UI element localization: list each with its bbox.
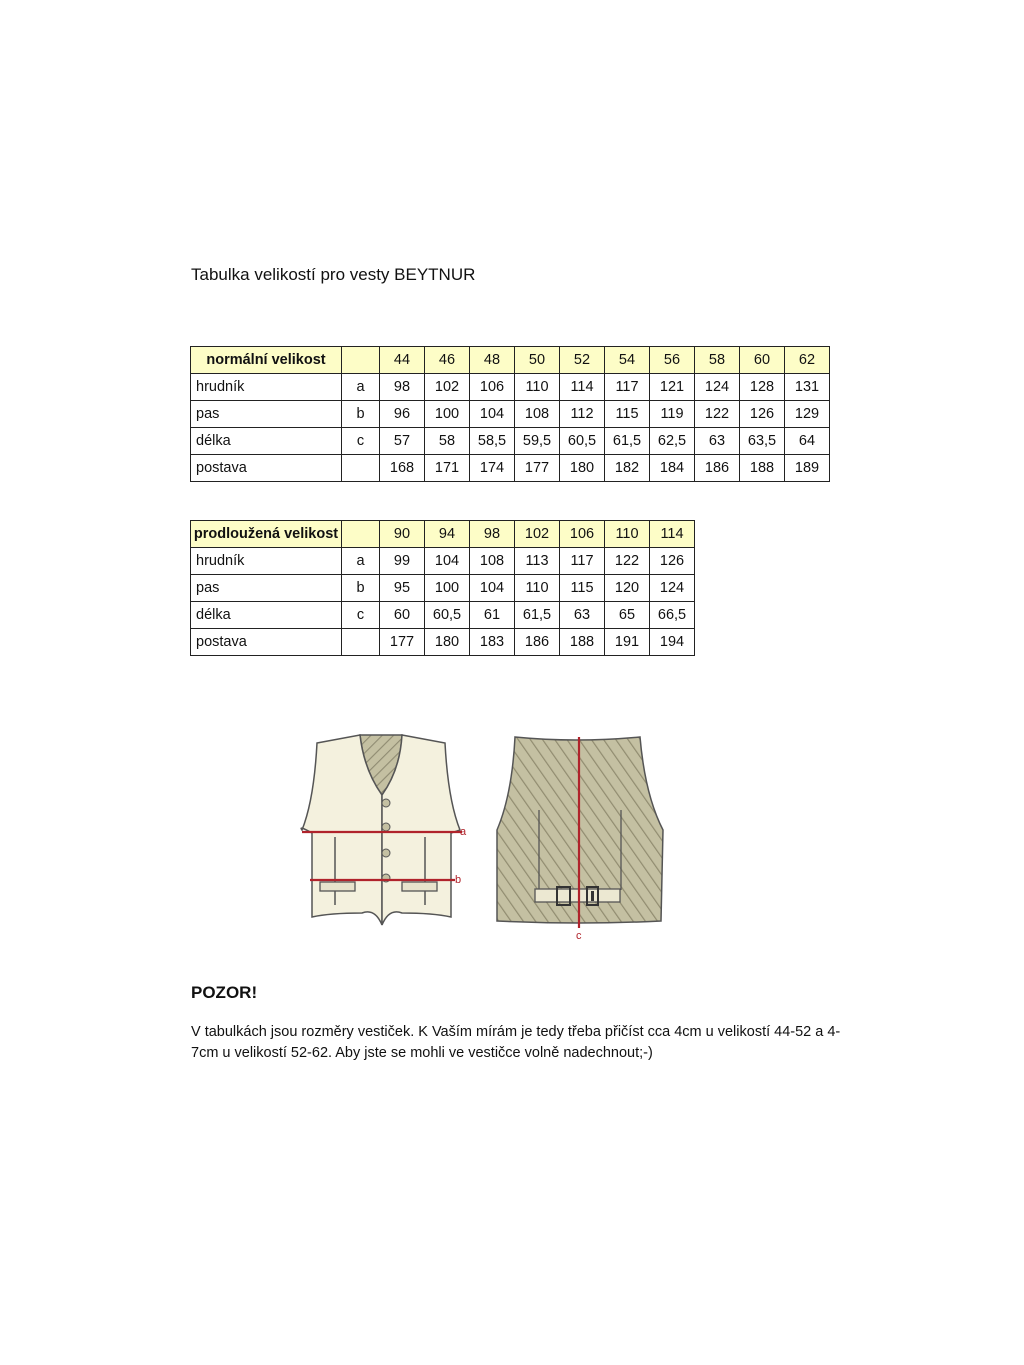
measurement-code — [342, 629, 380, 656]
size-header-cell: 48 — [470, 347, 515, 374]
measurement-value: 115 — [605, 401, 650, 428]
measurement-value: 115 — [560, 575, 605, 602]
measurement-value: 108 — [470, 548, 515, 575]
measurement-value: 168 — [380, 455, 425, 482]
measurement-value: 98 — [380, 374, 425, 401]
measurement-value: 174 — [470, 455, 515, 482]
measurement-value: 60,5 — [560, 428, 605, 455]
vest-button — [382, 799, 390, 807]
measurement-value: 104 — [425, 548, 470, 575]
vest-button — [382, 849, 390, 857]
measurement-value: 61,5 — [605, 428, 650, 455]
vest-pocket — [402, 882, 437, 891]
vest-front-diagram — [290, 725, 490, 935]
measurement-value: 177 — [515, 455, 560, 482]
measurement-value: 58,5 — [470, 428, 515, 455]
measurement-label: délka — [191, 602, 342, 629]
table-row — [191, 428, 830, 455]
size-header-cell: 56 — [650, 347, 695, 374]
code-header-cell — [342, 521, 380, 548]
measurement-code: b — [342, 401, 380, 428]
measurement-value: 100 — [425, 401, 470, 428]
table-row — [191, 374, 830, 401]
table-row — [191, 629, 695, 656]
measurement-value: 131 — [785, 374, 830, 401]
size-header-cell: 110 — [605, 521, 650, 548]
measure-label-a: a — [460, 826, 467, 838]
measurement-value: 96 — [380, 401, 425, 428]
measurement-value: 117 — [605, 374, 650, 401]
size-header-cell: 52 — [560, 347, 605, 374]
measurement-label: délka — [191, 428, 342, 455]
measurement-value: 95 — [380, 575, 425, 602]
measurement-label: pas — [191, 575, 342, 602]
measurement-value: 113 — [515, 548, 560, 575]
measurement-value: 184 — [650, 455, 695, 482]
measurement-value: 59,5 — [515, 428, 560, 455]
size-header-cell: 114 — [650, 521, 695, 548]
table-row — [191, 575, 695, 602]
measurement-value: 122 — [605, 548, 650, 575]
size-header-cell: 46 — [425, 347, 470, 374]
measure-label-b: b — [455, 874, 462, 886]
measurement-value: 63 — [695, 428, 740, 455]
measurement-value: 104 — [470, 575, 515, 602]
measurement-value: 102 — [425, 374, 470, 401]
measurement-value: 191 — [605, 629, 650, 656]
measurement-value: 58 — [425, 428, 470, 455]
measurement-value: 188 — [740, 455, 785, 482]
measurement-value: 106 — [470, 374, 515, 401]
vest-back-belt — [535, 889, 620, 902]
warning-title: POZOR! — [191, 983, 258, 1002]
size-header-cell: 102 — [515, 521, 560, 548]
measurement-value: 114 — [560, 374, 605, 401]
size-header-cell: 106 — [560, 521, 605, 548]
measurement-value: 99 — [380, 548, 425, 575]
measurement-code: b — [342, 575, 380, 602]
measurement-value: 120 — [605, 575, 650, 602]
vest-back-diagram — [495, 725, 685, 950]
measurement-value: 128 — [740, 374, 785, 401]
measurement-value: 129 — [785, 401, 830, 428]
measurement-value: 119 — [650, 401, 695, 428]
measurement-value: 100 — [425, 575, 470, 602]
measurement-value: 194 — [650, 629, 695, 656]
measurement-value: 188 — [560, 629, 605, 656]
measurement-value: 126 — [740, 401, 785, 428]
measurement-value: 57 — [380, 428, 425, 455]
size-header-cell: 54 — [605, 347, 650, 374]
measurement-value: 189 — [785, 455, 830, 482]
size-header-cell: 90 — [380, 521, 425, 548]
measurement-label: hrudník — [191, 548, 342, 575]
measurement-value: 110 — [515, 374, 560, 401]
size-header-cell: 60 — [740, 347, 785, 374]
table-row — [191, 455, 830, 482]
measurement-code — [342, 455, 380, 482]
size-header-cell: 62 — [785, 347, 830, 374]
size-table-extended — [190, 520, 695, 656]
measurement-value: 180 — [560, 455, 605, 482]
table-header-row — [191, 521, 695, 548]
measurement-value: 183 — [470, 629, 515, 656]
measurement-value: 124 — [650, 575, 695, 602]
measurement-value: 126 — [650, 548, 695, 575]
table-row — [191, 401, 830, 428]
table-header-row — [191, 347, 830, 374]
warning-text: V tabulkách jsou rozměry vestiček. K Vaším mírám je tedy třeba přičíst cca 4cm u velikostí 44-52 a 4-7cm u velikostí 52-62. Aby jste se mohli ve vestičce volně nadechnout;-) — [191, 1024, 841, 1061]
size-category-label: normální velikost — [191, 347, 342, 374]
size-header-cell: 44 — [380, 347, 425, 374]
size-header-cell: 50 — [515, 347, 560, 374]
measurement-value: 108 — [515, 401, 560, 428]
measurement-value: 63 — [560, 602, 605, 629]
code-header-cell — [342, 347, 380, 374]
measurement-value: 104 — [470, 401, 515, 428]
table-row — [191, 602, 695, 629]
measurement-value: 60 — [380, 602, 425, 629]
size-category-label: prodloužená velikost — [191, 521, 342, 548]
measurement-value: 60,5 — [425, 602, 470, 629]
measurement-value: 64 — [785, 428, 830, 455]
measurement-value: 63,5 — [740, 428, 785, 455]
measurement-value: 112 — [560, 401, 605, 428]
measurement-value: 186 — [695, 455, 740, 482]
measurement-value: 61 — [470, 602, 515, 629]
size-header-cell: 98 — [470, 521, 515, 548]
measurement-value: 121 — [650, 374, 695, 401]
measurement-value: 61,5 — [515, 602, 560, 629]
measurement-label: postava — [191, 629, 342, 656]
measurement-value: 177 — [380, 629, 425, 656]
measurement-value: 62,5 — [650, 428, 695, 455]
measurement-label: postava — [191, 455, 342, 482]
measurement-code: a — [342, 374, 380, 401]
measurement-value: 180 — [425, 629, 470, 656]
measurement-label: hrudník — [191, 374, 342, 401]
measurement-value: 117 — [560, 548, 605, 575]
measurement-code: c — [342, 602, 380, 629]
table-row — [191, 548, 695, 575]
measure-label-c: c — [576, 930, 582, 942]
measurement-value: 66,5 — [650, 602, 695, 629]
measurement-value: 186 — [515, 629, 560, 656]
measurement-code: c — [342, 428, 380, 455]
measurement-code: a — [342, 548, 380, 575]
page-title: Tabulka velikostí pro vesty BEYTNUR — [191, 265, 476, 284]
measurement-value: 182 — [605, 455, 650, 482]
measurement-label: pas — [191, 401, 342, 428]
measurement-value: 124 — [695, 374, 740, 401]
size-table-normal — [190, 346, 830, 482]
vest-pocket — [320, 882, 355, 891]
measurement-value: 122 — [695, 401, 740, 428]
measurement-value: 110 — [515, 575, 560, 602]
measurement-value: 171 — [425, 455, 470, 482]
measurement-value: 65 — [605, 602, 650, 629]
size-header-cell: 94 — [425, 521, 470, 548]
size-header-cell: 58 — [695, 347, 740, 374]
vest-button — [382, 823, 390, 831]
